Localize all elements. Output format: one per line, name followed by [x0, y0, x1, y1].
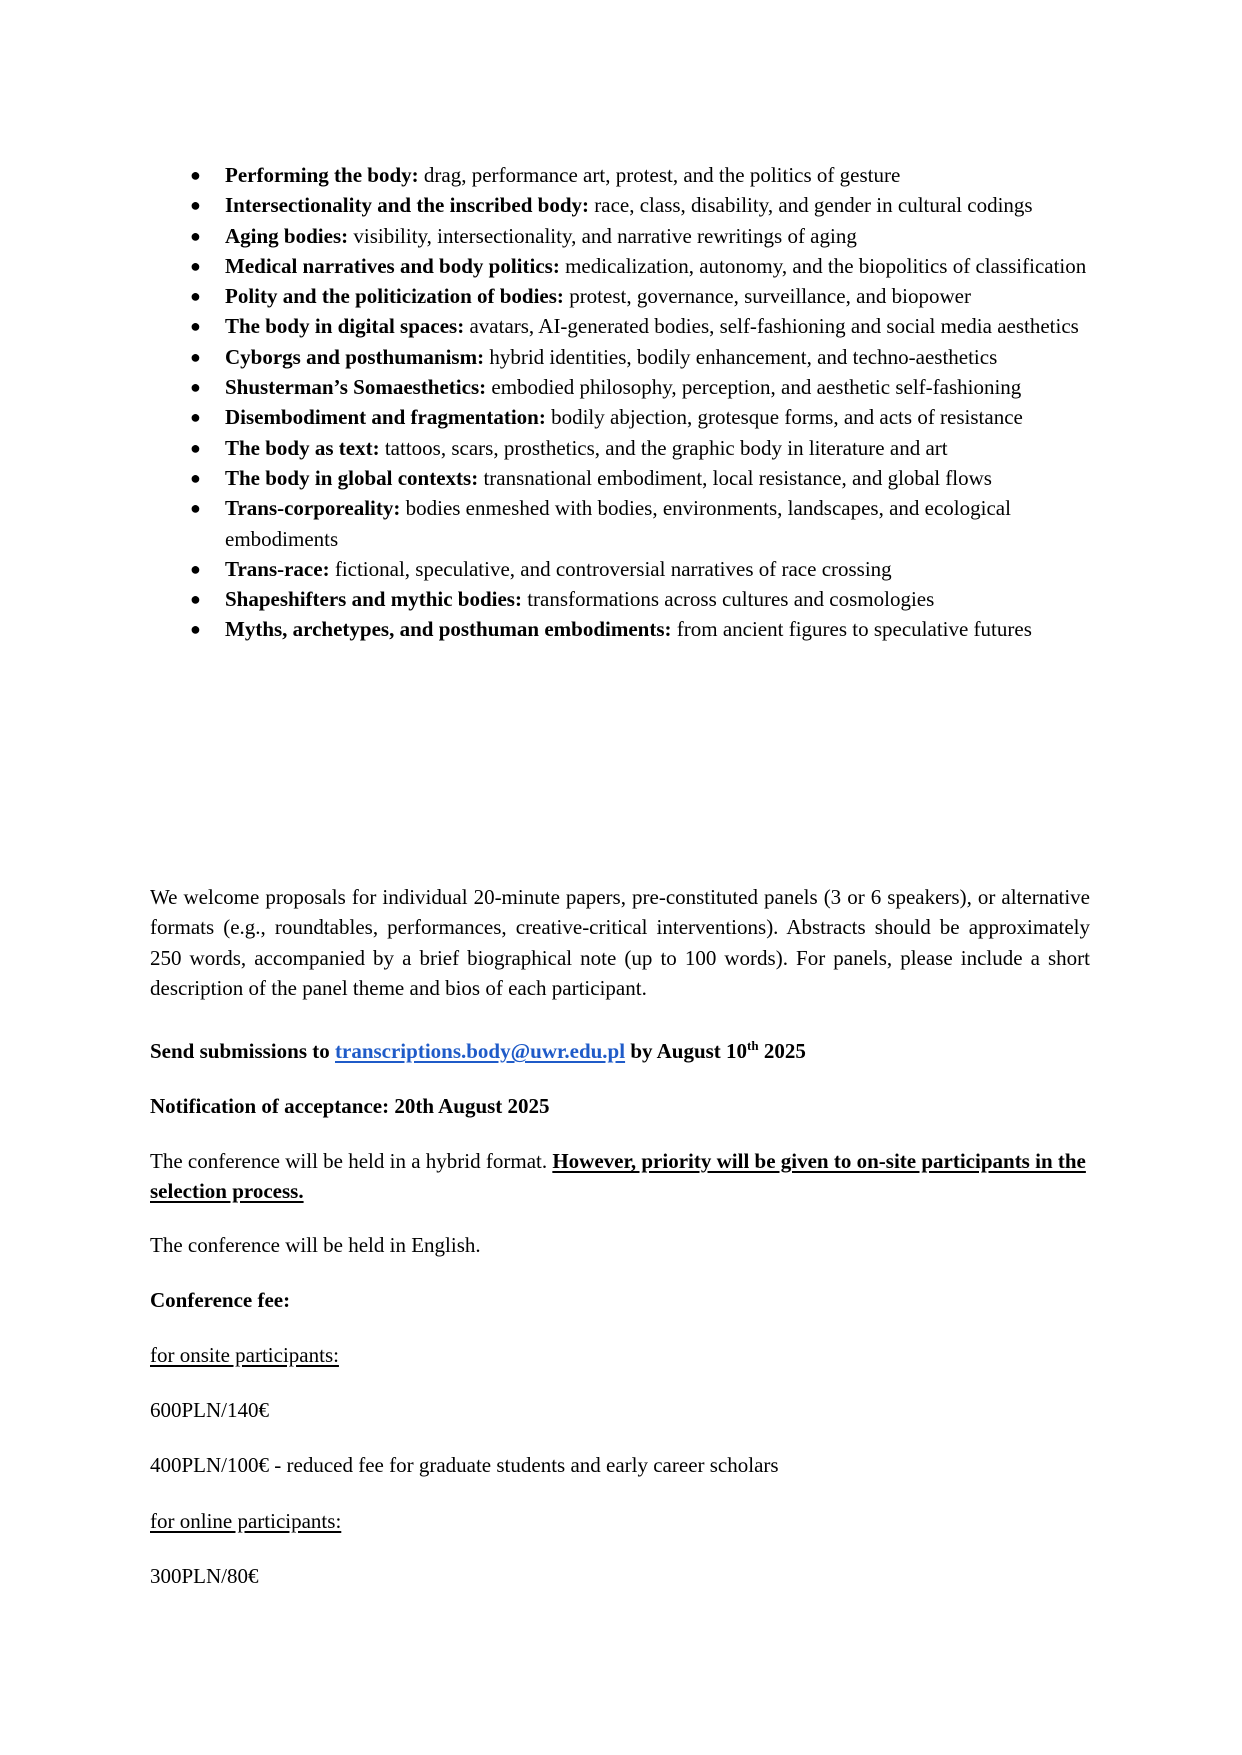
- topic-item: [150, 463, 1090, 493]
- bullet-icon: ●: [190, 316, 201, 337]
- topic-item: [150, 190, 1090, 220]
- topic-title: Cyborgs and posthumanism:: [225, 344, 485, 369]
- topic-title: Polity and the politicization of bodies:: [225, 284, 564, 309]
- topic-item: [150, 160, 1090, 190]
- bullet-icon: ●: [190, 195, 201, 216]
- topic-title: Performing the body:: [225, 163, 419, 187]
- format-text: The conference will be held in a hybrid format.: [150, 1149, 553, 1173]
- bullet-icon: ●: [190, 558, 201, 579]
- topic-title: The body in digital spaces:: [225, 314, 465, 339]
- topic-title: Intersectionality and the inscribed body:: [225, 193, 590, 218]
- submission-deadline-sup: th: [747, 1038, 759, 1053]
- topic-item: [150, 433, 1090, 463]
- language-line: The conference will be held in English.: [150, 1233, 481, 1257]
- topic-text: visibility, intersectionality, and narrative rewritings of aging: [348, 223, 857, 248]
- topic-item: [150, 614, 1090, 644]
- bullet-icon: ●: [190, 255, 201, 276]
- onsite-label-text: for onsite participants:: [150, 1343, 339, 1367]
- bullet-icon: ●: [190, 589, 201, 610]
- topic-title: The body as text:: [225, 435, 380, 460]
- topic-text: hybrid identities, bodily enhancement, and techno-aesthetics: [484, 344, 998, 369]
- onsite-reduced-fee: 400PLN/100€ - reduced fee for graduate students and early career scholars: [150, 1453, 779, 1477]
- proposals-paragraph: We welcome proposals for individual 20-minute papers, pre-constituted panels (3 or 6 speakers), or alternative formats (e.g., roundtables, performances, creative-critical interventions). Abstracts should be approximately 250 words, accompanied by a brief biographical note (up to 100 words). For panels, please include a short description of the panel theme and bios of each participant.: [150, 885, 1090, 1000]
- online-standard-fee: 300PLN/80€: [150, 1564, 259, 1588]
- bullet-icon: ●: [190, 467, 201, 488]
- topic-title: Aging bodies:: [225, 223, 349, 248]
- topic-item: [150, 221, 1090, 251]
- onsite-label: [150, 1340, 1090, 1370]
- topic-text: medicalization, autonomy, and the biopolitics of classification: [559, 253, 1087, 278]
- topic-title: Shapeshifters and mythic bodies:: [225, 587, 522, 612]
- format-priority-note: However, priority will be given to on-site participants in the selection process.: [150, 1149, 1086, 1204]
- topic-text: race, class, disability, and gender in cultural codings: [589, 193, 1033, 218]
- format-paragraph: [150, 1146, 1090, 1207]
- topic-text: bodily abjection, grotesque forms, and acts of resistance: [545, 405, 1023, 430]
- submission-email-link[interactable]: transcriptions.body@uwr.edu.pl: [335, 1039, 626, 1063]
- topic-item: [150, 584, 1090, 614]
- online-label-text: for online participants:: [150, 1509, 342, 1533]
- topic-item: [150, 493, 1090, 554]
- topic-text: protest, governance, surveillance, and biopower: [563, 284, 971, 309]
- topic-text: avatars, AI-generated bodies, self-fashioning and social media aesthetics: [464, 314, 1079, 339]
- submission-deadline: by August 10: [625, 1039, 748, 1063]
- topic-text: transformations across cultures and cosmologies: [521, 587, 935, 612]
- topic-text: fictional, speculative, and controversial narratives of race crossing: [329, 556, 892, 581]
- topic-text: from ancient figures to speculative futures: [671, 617, 1032, 642]
- bullet-icon: ●: [190, 498, 201, 519]
- bullet-icon: ●: [190, 225, 201, 246]
- bullet-icon: ●: [190, 407, 201, 428]
- notification-line: Notification of acceptance: 20th August 2025: [150, 1094, 550, 1118]
- onsite-standard-fee: 600PLN/140€: [150, 1398, 270, 1422]
- topic-title: Shusterman’s Somaesthetics:: [225, 375, 487, 400]
- topic-title: Trans-race:: [225, 556, 330, 581]
- submission-year: 2025: [758, 1039, 806, 1063]
- topic-text: bodies enmeshed with bodies, environments, landscapes, and ecological embodiments: [225, 496, 1011, 551]
- topic-text: embodied philosophy, perception, and aesthetic self-fashioning: [486, 375, 1022, 400]
- topic-text: drag, performance art, protest, and the politics of gesture: [418, 163, 901, 187]
- topic-title: Medical narratives and body politics:: [225, 253, 560, 278]
- topic-item: [150, 281, 1090, 311]
- topic-text: tattoos, scars, prosthetics, and the graphic body in literature and art: [379, 435, 948, 460]
- online-label: [150, 1506, 1090, 1536]
- bullet-icon: ●: [190, 165, 201, 185]
- topic-item: [150, 342, 1090, 372]
- topic-item: [150, 251, 1090, 281]
- bullet-icon: ●: [190, 377, 201, 398]
- topic-title: Myths, archetypes, and posthuman embodiments:: [225, 617, 672, 642]
- topic-text: transnational embodiment, local resistance, and global flows: [478, 465, 992, 490]
- fee-heading: Conference fee:: [150, 1288, 291, 1312]
- topic-title: Disembodiment and fragmentation:: [225, 405, 546, 430]
- bullet-icon: ●: [190, 346, 201, 367]
- bullet-icon: ●: [190, 286, 201, 307]
- bullet-icon: ●: [190, 619, 201, 640]
- topic-item: [150, 372, 1090, 402]
- bullet-icon: ●: [190, 437, 201, 458]
- topic-item: [150, 554, 1090, 584]
- topics-list: [150, 160, 1090, 645]
- topic-title: Trans-corporeality:: [225, 496, 401, 521]
- topic-title: The body in global contexts:: [225, 465, 479, 490]
- submission-prefix: Send submissions to: [150, 1039, 335, 1063]
- submission-line: [150, 1036, 1090, 1066]
- topic-item: [150, 402, 1090, 432]
- topic-item: [150, 311, 1090, 341]
